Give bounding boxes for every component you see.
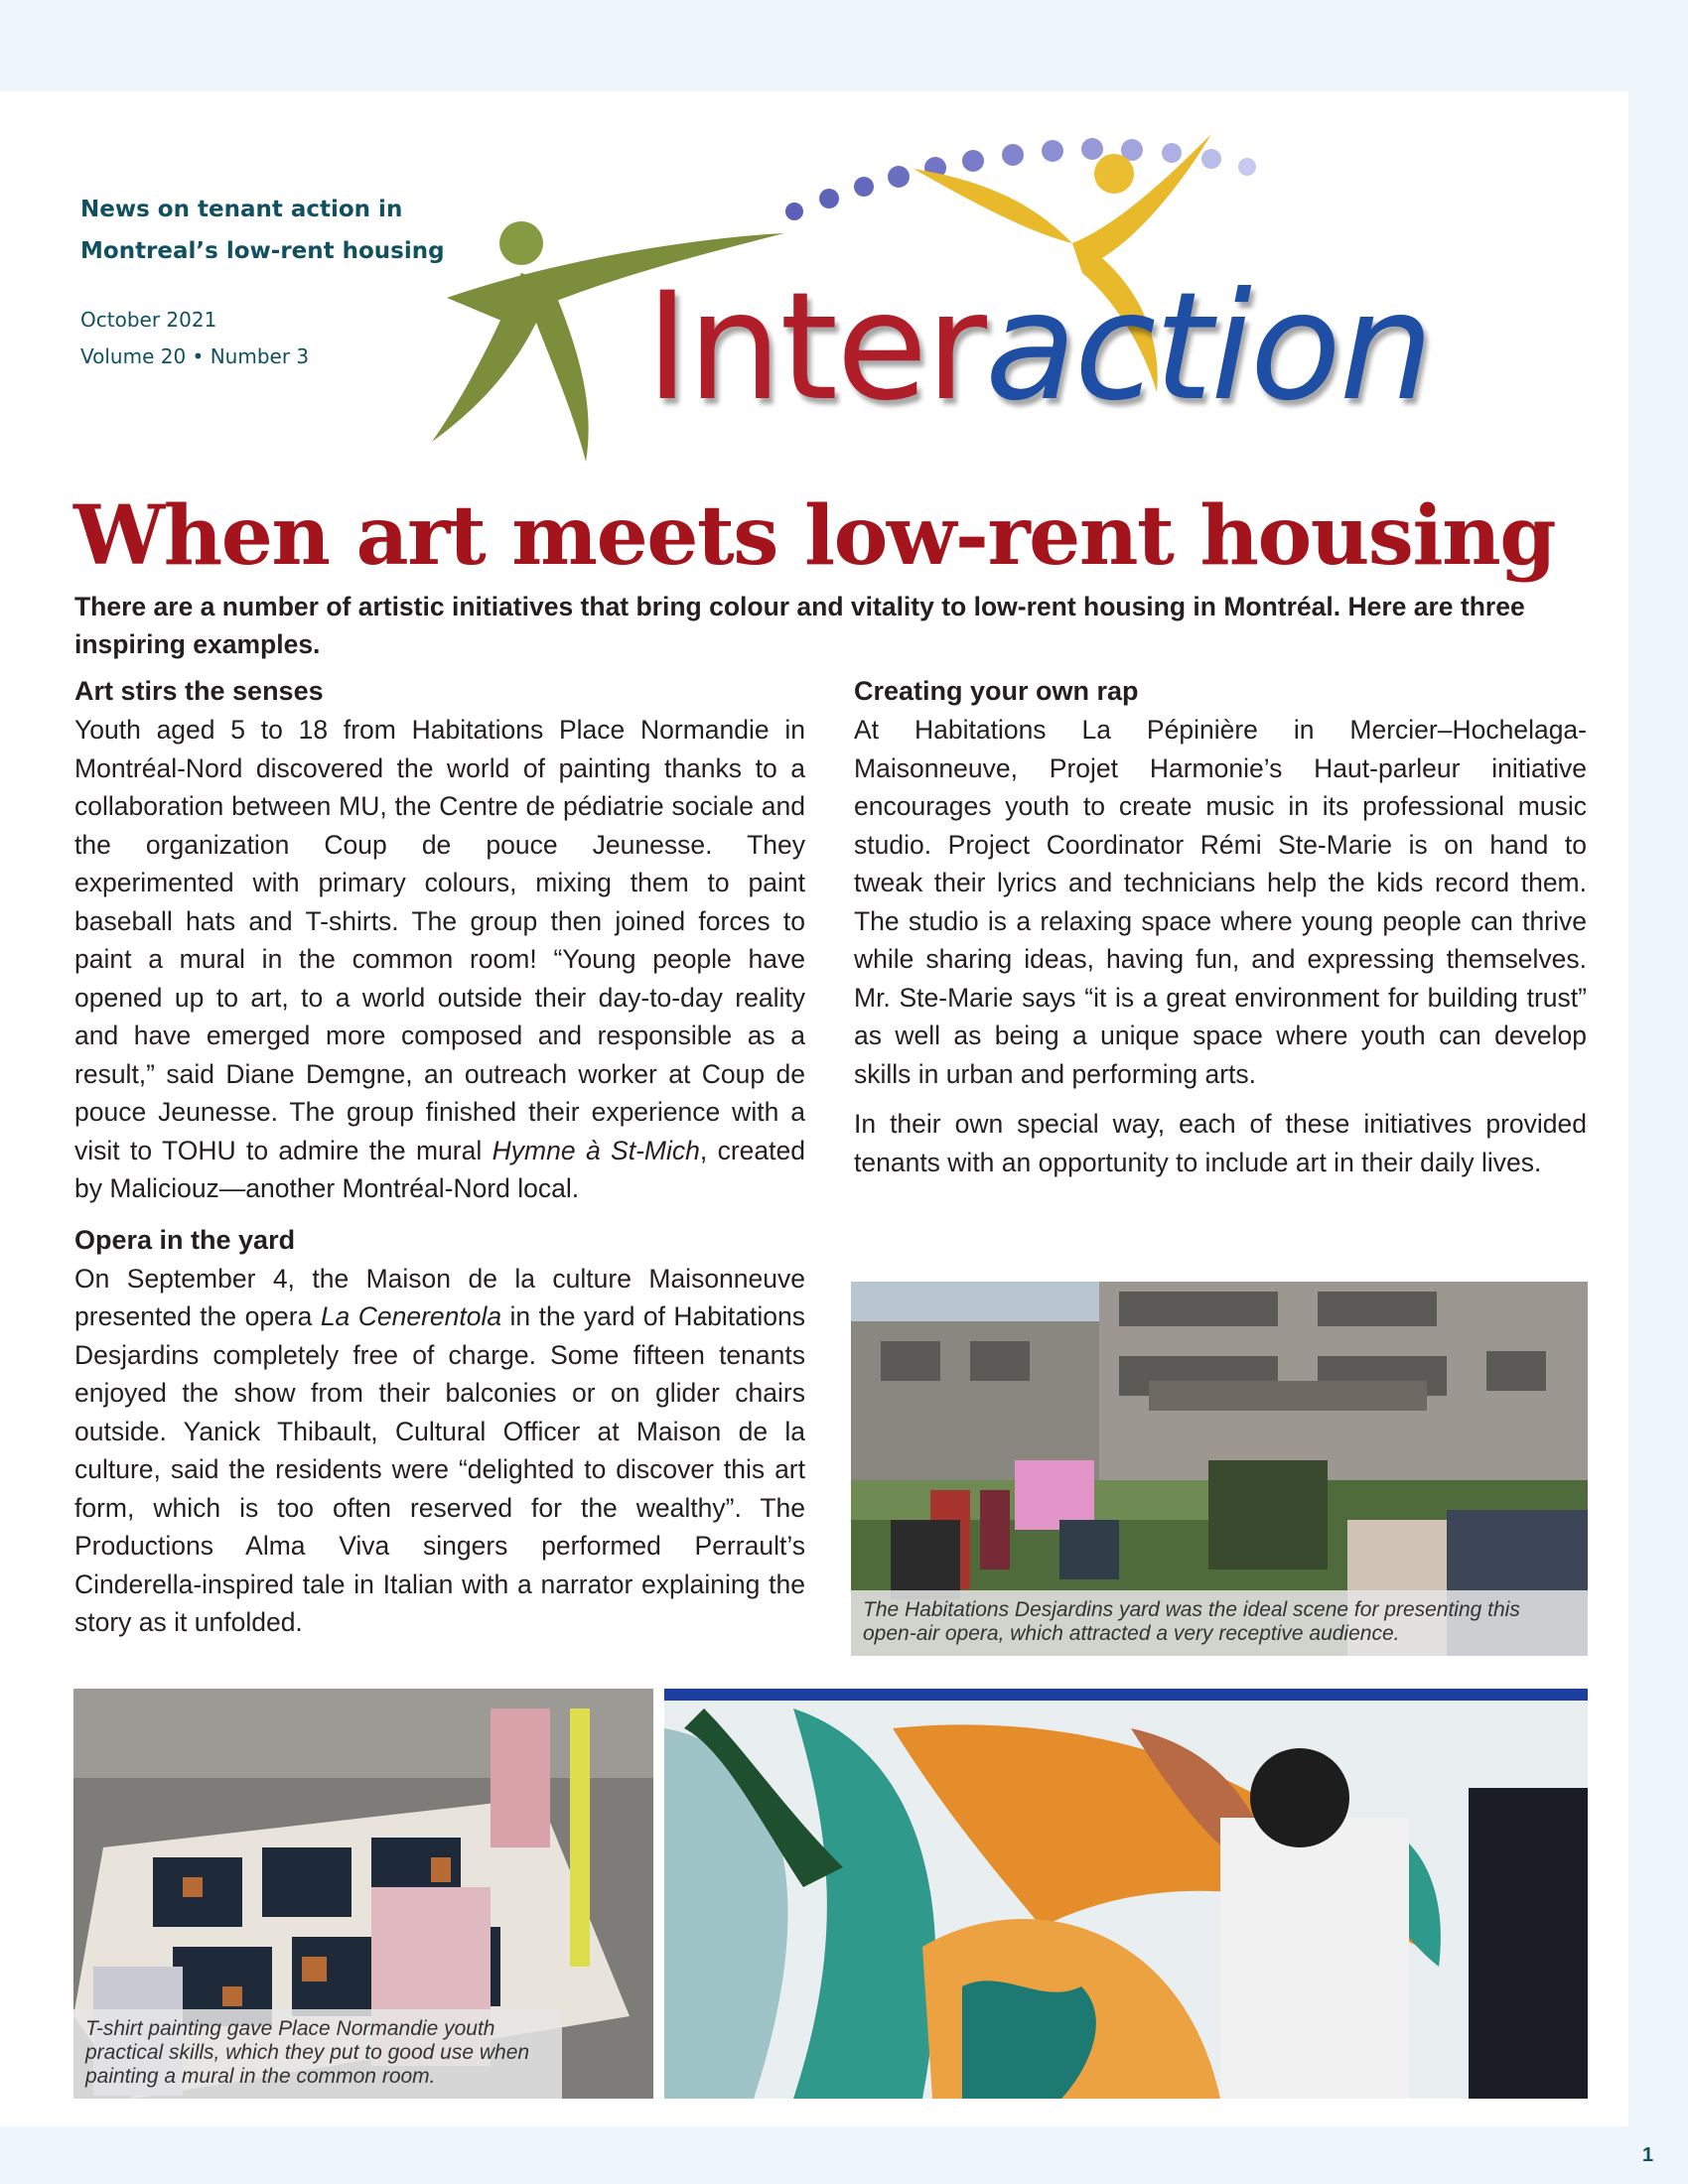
opera-photo [851, 1282, 1588, 1656]
section-body-art [74, 711, 805, 1208]
art-body-part-1: Youth aged 5 to 18 from Habitations Place Normandie in Montréal-Nord discovered the world of painting thanks to a collaboration between MU, the Centre de pédiatrie sociale and the organization Coup de pouce Jeunesse. They experimented with primary colours, mixing them to paint baseball hats and T-shirts. The group then joined forces to paint a mural in the common room! “Young people have opened up to art, to a world outside their day-to-day reality and have emerged more composed and responsible as a result,” said Diane Demgne, an outreach worker at Coup de pouce Jeunesse. The group finished their experience with a visit to TOHU to admire the mural [74, 715, 805, 1165]
mural-photo-image [664, 1689, 1588, 2099]
art-body-part-2: , created by Maliciouz—another Montréal-Nord local. [74, 1135, 805, 1203]
tshirt-photo [73, 1689, 653, 2099]
left-column [74, 671, 805, 1654]
art-body-mural-title: Hymne à St-Mich [492, 1135, 700, 1165]
page-number: 1 [1642, 2144, 1654, 2166]
logo-wordmark [645, 261, 1432, 434]
tshirt-photo-caption: T-shirt painting gave Place Normandie youth practical skills, which they put to good use when painting a mural in the common room. [73, 2009, 562, 2099]
interaction-logo [427, 124, 1539, 481]
article-deck: There are a number of artistic initiatives that bring colour and vitality to low-rent housing in Montréal. Here are three inspiring examples. [74, 592, 1525, 659]
section-body-opera [74, 1260, 805, 1642]
section-heading-art: Art stirs the senses [74, 676, 324, 706]
issue-volume: Volume 20 • Number 3 [80, 344, 310, 368]
opera-body-title: La Cenerentola [320, 1301, 502, 1331]
mural-photo [664, 1689, 1588, 2099]
logo-action: action [985, 261, 1432, 434]
right-column [854, 671, 1587, 1193]
issue-info [80, 302, 309, 375]
opera-photo-caption: The Habitations Desjardins yard was the ideal scene for presenting this open-air opera, which attracted a very receptive audience. [851, 1590, 1588, 1656]
logo-inter: Inter [645, 261, 986, 434]
tagline-line-1: News on tenant action in [80, 197, 403, 222]
opera-body-part-2: in the yard of Habitations Desjardins completely free of charge. Some fifteen tenants enjoyed the show from their balconies or on glider chairs outside. Yanick Thibault, Cultural Officer at Maison de la culture, said the residents were “delighted to discover this art form, which is too often reserved for the wealthy”. The Productions Alma Viva singers performed Perrault’s Cinderella-inspired tale in Italian with a narrator explaining the story as it unfolded. [74, 1301, 805, 1637]
opera-body-part-1: On September 4, the Maison de la culture Maisonneuve presented the opera [74, 1263, 805, 1331]
newsletter-tagline [80, 189, 445, 272]
section-heading-rap: Creating your own rap [854, 676, 1139, 706]
section-body-rap: At Habitations La Pépinière in Mercier–Hochelaga-Maisonneuve, Projet Harmonie’s Haut-parleur initiative encourages youth to create music in its professional music studio. Project Coordinator Rémi Ste-Marie is on hand to tweak their lyrics and technicians help the kids record them. The studio is a relaxing space where young people can thrive while sharing ideas, having fun, and expressing themselves. Mr. Ste-Marie says “it is a great environment for building trust” as well as being a unique space where youth can develop skills in urban and performing arts. [854, 715, 1587, 1089]
tagline-line-2: Montreal’s low-rent housing [80, 238, 445, 264]
section-heading-opera: Opera in the yard [74, 1224, 296, 1255]
issue-date: October 2021 [80, 308, 217, 332]
article-headline: When art meets low-rent housing [73, 488, 1556, 584]
article-conclusion: In their own special way, each of these initiatives provided tenants with an opportunity to include art in their daily lives. [854, 1109, 1587, 1177]
